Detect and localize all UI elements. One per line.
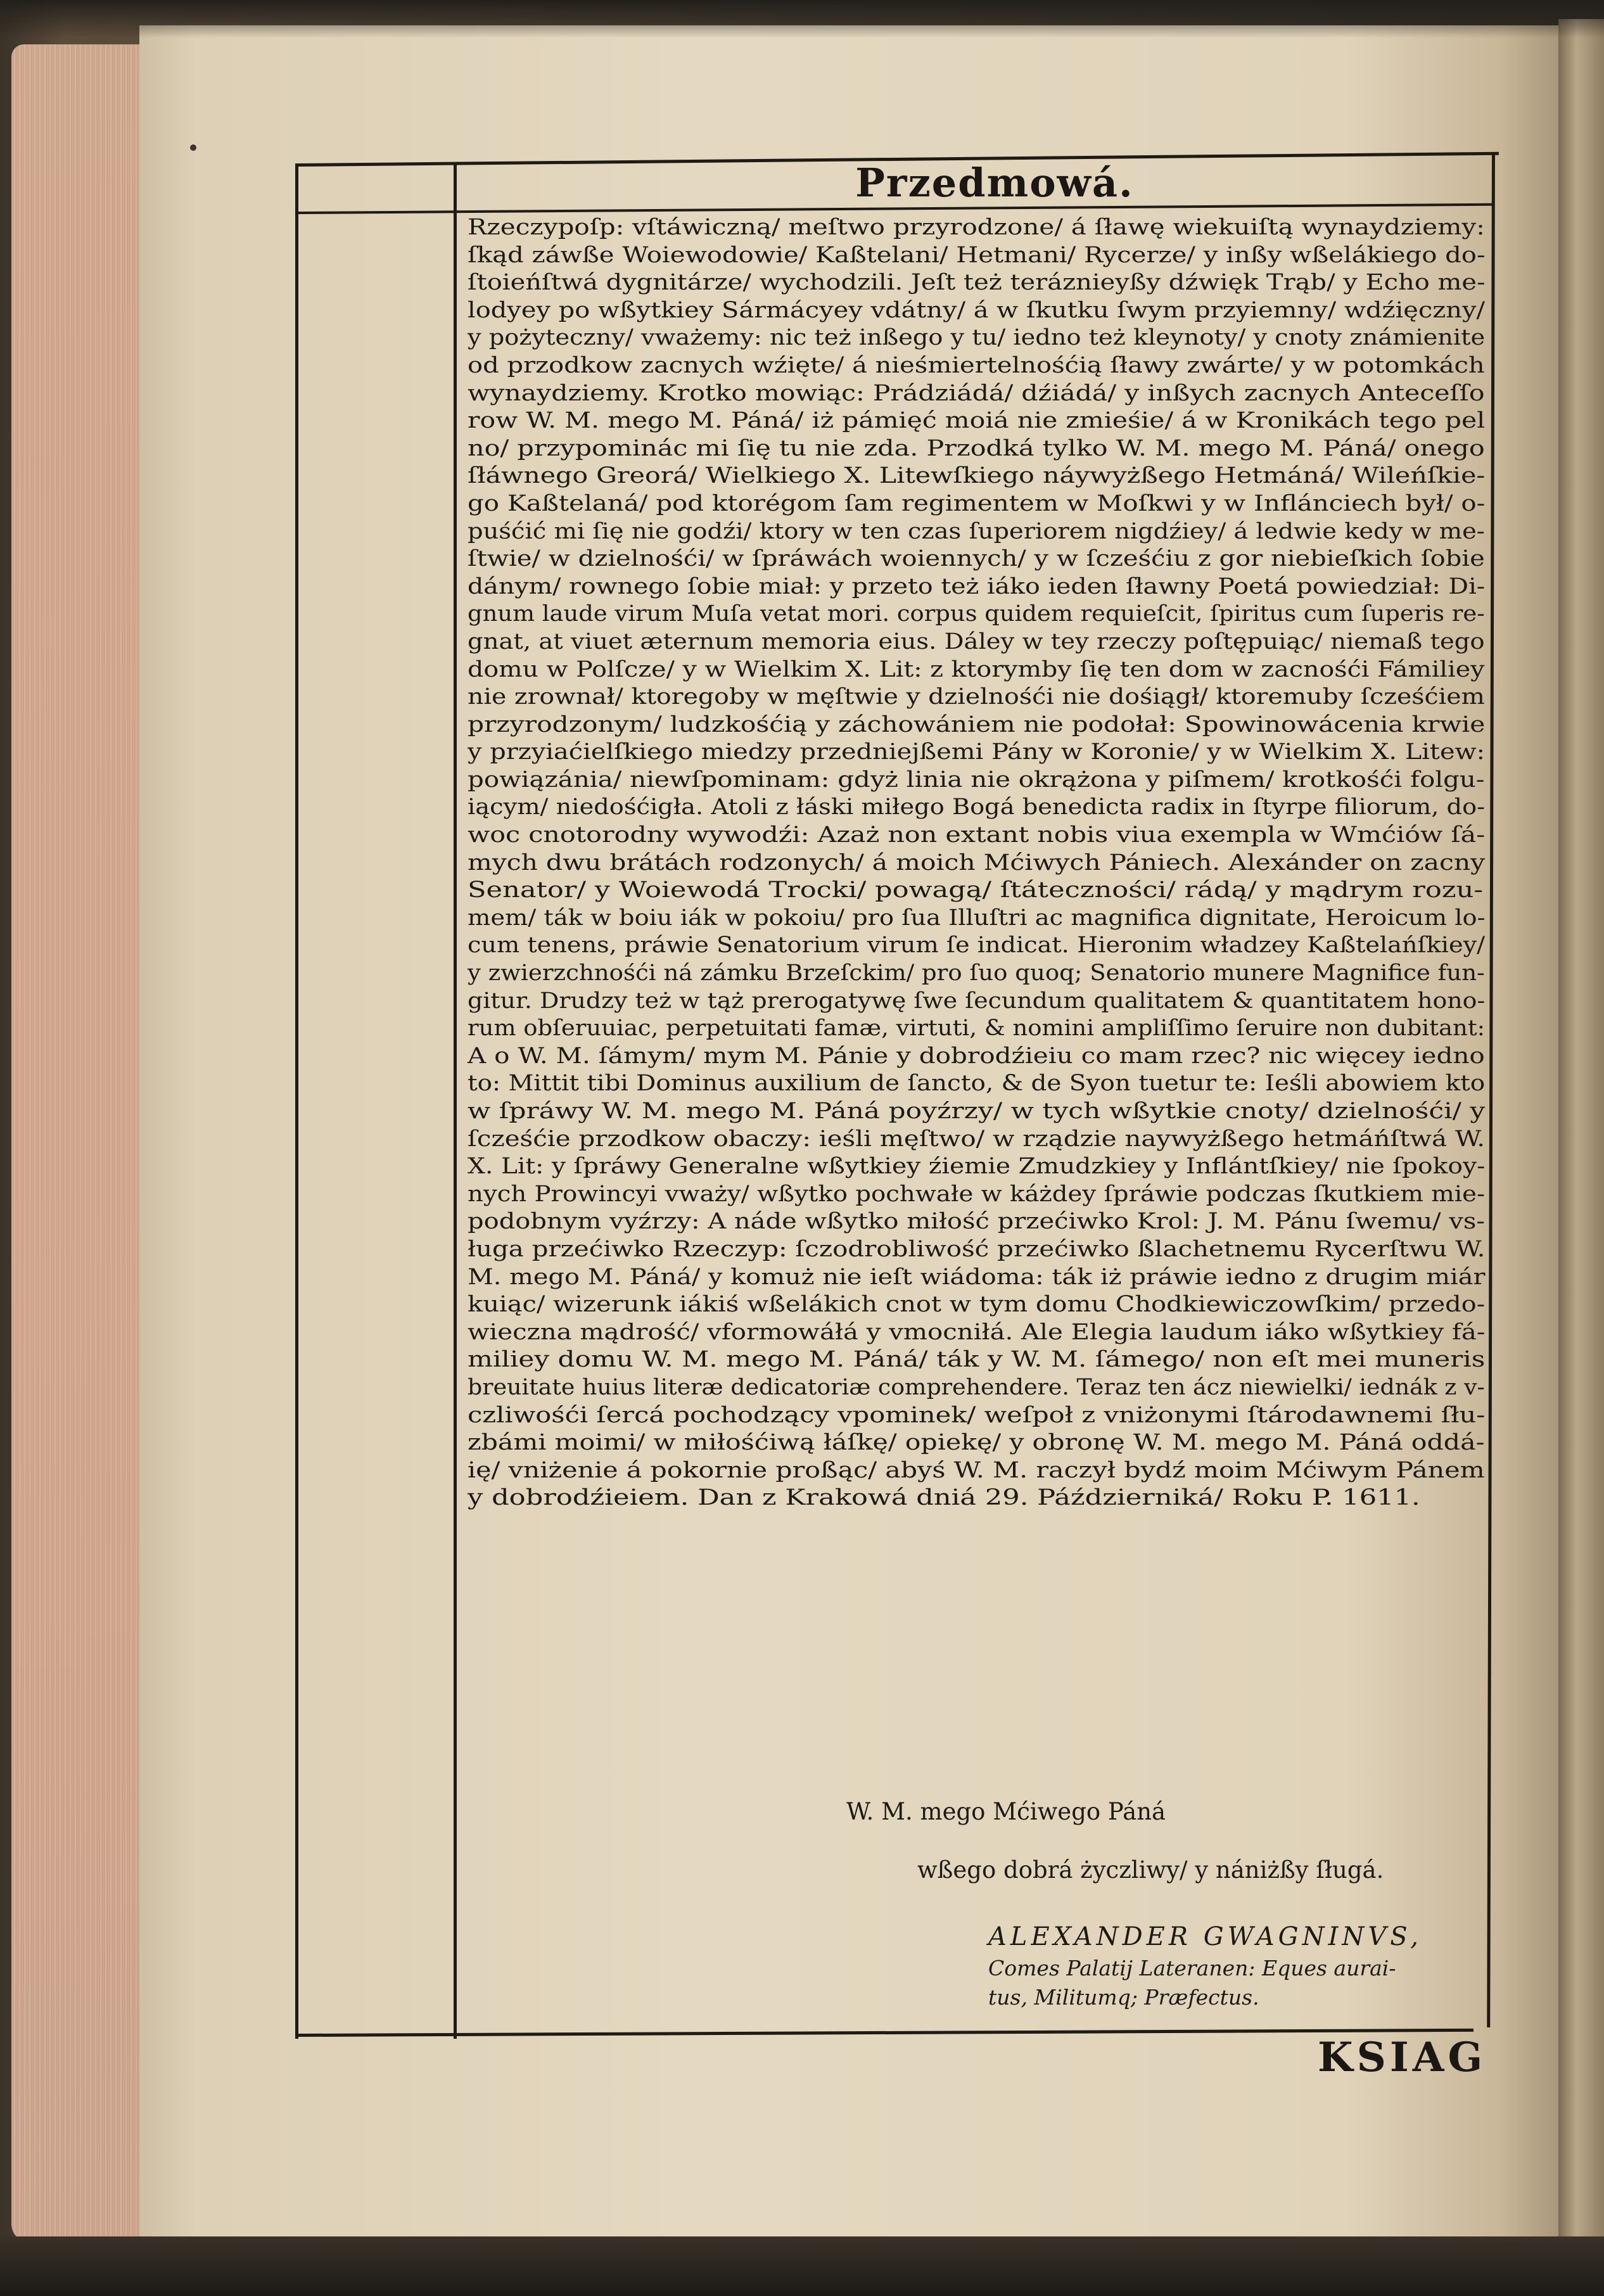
preface-text-block [468, 214, 1485, 1512]
text-line: od przodkow zacnych wźięte/ á nieśmiertelnośćią ſławy zwárte/ y w potomkách [468, 352, 1485, 378]
author-block [988, 1920, 1482, 2012]
page-header: Przedmowá. [855, 159, 1134, 206]
text-line: y przyiaćielſkiego miedzy przedniejßemi Pány w Koronie/ y w Wielkim X. Litew: [468, 739, 1486, 765]
text-line: podobnym vyźrzy: A náde wßytko miłość przećiwko Krol: J. M. Pánu ſwemu/ vs- [468, 1209, 1485, 1235]
text-line: A o W. M. ſámym/ mym M. Pánie y dobrodźieiu co mam rzec? nic więcey iedno [468, 1043, 1485, 1069]
bottom-shadow [0, 2236, 1604, 2296]
text-line: X. Lit: y ſpráwy Generalne wßytkiey źiemie Zmudzkiey y Inflántſkiey/ nie ſpokoy- [468, 1154, 1486, 1180]
text-line: domu w Polſcze/ y w Wielkim X. Lit: z ktorymby ſię ten dom w zacnośći Fámiliey [468, 656, 1485, 682]
ink-dot [190, 144, 196, 151]
text-line: dánym/ rownego ſobie miał: y przeto też iáko ieden ſławny Poetá powiedział: Di- [468, 573, 1486, 599]
text-line: ſłáwnego Greorá/ Wielkiego X. Litewſkiego náywyżßego Hetmáná/ Wileńſkie- [468, 463, 1486, 489]
top-shadow [0, 0, 1604, 38]
text-line: ſkąd záwße Woiewodowie/ Kaßtelani/ Hetmani/ Rycerze/ y inßy wßelákiego do- [468, 242, 1486, 268]
text-line: wynaydziemy. Krotko mowiąc: Prádziádá/ dźiádá/ y inßych zacnych Anteceſſo [468, 380, 1485, 406]
author-title-line-2: tus, Militumq; Præfectus. [988, 1985, 1259, 2010]
text-line: nych Prowincyi vważy/ wßytko pochwałe w káżdey ſpráwie podczas ſkutkiem mie- [468, 1181, 1486, 1207]
text-line: czliwośći ſercá pochodzący vpominek/ weſpoł z vniżonymi ſtárodawnemi ſłu- [468, 1402, 1486, 1428]
text-line: M. mego M. Páná/ y komuż nie ieſt wiádoma: ták iż práwie iedno z drugim miár [468, 1264, 1486, 1290]
text-line: w ſpráwy W. M. mego M. Páná poyźrzy/ w tych wßytkie cnoty/ dzielnośći/ y [468, 1099, 1486, 1124]
text-line: y pożyteczny/ vważemy: nic też inßego y tu/ iedno też kleynoty/ y cnoty známienite [468, 325, 1486, 351]
text-line: cum tenens, práwie Senatorium virum ſe indicat. Hieronim władzey Kaßtelańſkiey/ [468, 933, 1486, 959]
frame-left-rule [295, 163, 298, 2039]
text-line: iącym/ niedośćigła. Atoli z łáski miłego Bogá benedicta radix in ſtyrpe filiorum, do- [468, 794, 1486, 820]
signature-line-1: W. M. mego Mćiwego Páná [846, 1798, 1166, 1825]
text-line: breuitate huius literæ dedicatoriæ comprehendere. Teraz ten ácz niewielki/ iednák z v- [468, 1374, 1485, 1400]
text-line: lodyey po wßytkiey Sármácyey vdátny/ á w ſkutku ſwym przyiemny/ wdźięczny/ [468, 297, 1485, 323]
text-line: kuiąc/ wizerunk iákiś wßelákich cnot w tym domu Chodkiewiczowſkim/ przedo- [468, 1292, 1486, 1318]
text-line: miliey domu W. M. mego M. Páná/ ták y W. M. ſámego/ non eſt mei muneris [468, 1347, 1486, 1373]
text-line: gnum laude virum Muſa vetat mori. corpus quidem requieſcit, ſpiritus cum ſuperis re- [468, 601, 1485, 627]
red-edge-tint [11, 44, 144, 2243]
text-line: ſtwie/ w dzielnośći/ w ſpráwách woiennych/ y w ſcześćiu z gor niebieſkich ſobie [468, 546, 1485, 572]
text-line: zbámi moimi/ w miłośćiwą łáſkę/ opiekę/ y obronę W. M. mego M. Páná oddá- [468, 1430, 1485, 1456]
text-line: puśćić mi ſię nie godźi/ ktory w ten czas ſuperiorem nigdźiey/ á ledwie kedy w me- [468, 518, 1485, 544]
text-line: gitur. Drudzy też w tąż prerogatywę ſwe ſecundum qualitatem & quantitatem hono- [468, 988, 1486, 1014]
text-line: no/ przypominác mi ſię tu nie zda. Przodká tylko W. M. mego M. Páná/ onego [468, 435, 1485, 461]
text-line: gnat, at viuet æternum memoria eius. Dáley w tey rzeczy poſtępuiąc/ niemaß tego [468, 628, 1485, 654]
margin-column-rule [454, 163, 457, 2039]
author-name: ALEXANDER GWAGNINVS, [988, 1922, 1422, 1951]
text-line: nie zrownał/ ktoregoby w męſtwie y dzielnośći nie dośiągł/ ktoremuby ſcześćiem [468, 684, 1485, 710]
text-line: y dobrodźieiem. Dan z Krakowá dniá 29. Páździerniká/ Roku P. 1611. [468, 1485, 1420, 1511]
signature-line-2: wßego dobrá życzliwy/ y nániżßy ſługá. [917, 1856, 1384, 1884]
text-line: mem/ ták w boiu iák w pokoiu/ pro ſua Illuſtri ac magnifica dignitate, Heroicum lo- [468, 905, 1486, 931]
text-line: Rzeczypoſp: vſtáwiczną/ meſtwo przyrodzone/ á ſławę wiekuiſtą wynaydziemy: [468, 215, 1485, 240]
text-line: ſtoieńſtwá dygnitárze/ wychodzili. Jeſt też teráznieyßy dźwięk Trąb/ y Echo me- [468, 270, 1486, 296]
author-title-line-1: Comes Palatij Lateranen: Eques aurai- [988, 1956, 1396, 1980]
text-line: Senator/ y Woiewodá Trocki/ powagą/ ſtáteczności/ rádą/ y mądrym rozu- [468, 877, 1483, 903]
text-line: go Kaßtelaná/ pod ktorégom ſam regimentem w Moſkwi y w Inflánciech był/ o- [468, 490, 1486, 516]
text-line: ſcześćie przodkow obaczy: ieśli męſtwo/ w rządzie naywyżßego hetmáńſtwá W. [468, 1126, 1486, 1152]
text-line: y zwierzchnośći ná zámku Brzeſckim/ pro ſuo quoq; Senatorio munere Magnifice fun- [468, 960, 1485, 986]
text-line: powiązánia/ niewſpominam: gdyż linia nie okrążona y piſmem/ krotkośći folgu- [468, 767, 1485, 793]
text-line: wieczna mądrość/ vformowáłá y vmocniłá. Ale Elegia laudum iáko wßytkiey fá- [468, 1319, 1486, 1345]
text-line: ię/ vniżenie á pokornie proßąc/ abyś W. M. raczył bydź moim Mćiwym Pánem [468, 1457, 1485, 1483]
text-line: to: Mittit tibi Dominus auxilium de ſancto, & de Syon tuetur te: Ieśli abowiem kto [468, 1071, 1486, 1097]
text-line: ługa przećiwko Rzeczyp: ſczodrobliwość przećiwko ßlachetnemu Rycerſtwu W. [468, 1236, 1486, 1262]
catchword: KSIAG [1318, 2034, 1487, 2081]
text-line: row W. M. mego M. Páná/ iż pámięć moiá nie zmieśie/ á w Kronikách tego pel [468, 408, 1486, 434]
text-line: mych dwu brátách rodzonych/ á moich Mćiwych Pániech. Alexánder on zacny [468, 850, 1486, 876]
text-line: woc cnotorodny wywodźi: Azaż non extant nobis viua exempla w Wmćiów ſá- [468, 822, 1486, 848]
text-line: rum obſeruuiac, perpetuitati famæ, virtuti, & nomini ampliſſimo ſeruire non dubitant: [468, 1016, 1486, 1042]
text-line: przyrodzonym/ ludzkośćią y záchowániem nie podołał: Spowinowácenia krwie [468, 711, 1486, 737]
